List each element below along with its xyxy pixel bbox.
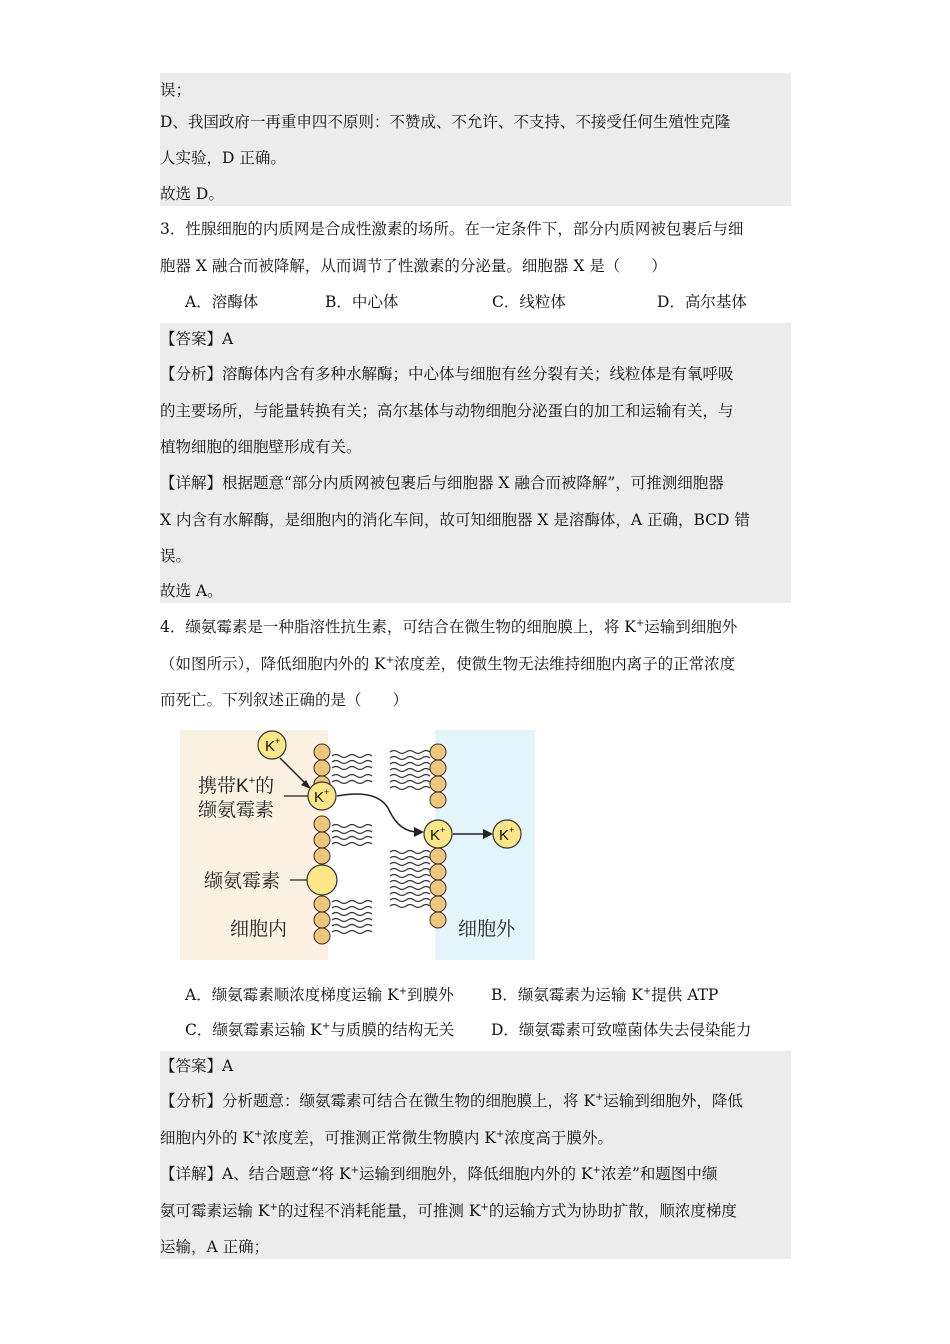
q3-detail-text-1: 根据题意“部分内质网被包裹后与细胞器 X 融合而被降解”，可推测细胞器 [222, 474, 724, 492]
q4-options-row-1 [160, 977, 791, 1013]
ion-sup: + [440, 825, 446, 835]
q3-answer [160, 321, 791, 357]
ion-sup: + [248, 775, 256, 787]
q4-option-b [491, 977, 718, 1013]
k-ion-released-outside [493, 820, 521, 848]
ion-sup: + [509, 825, 515, 835]
prev-solution-line-2: D、我国政府一再重申四不原则：不赞成、不允许、不支持、不接受任何生殖性克隆 [160, 113, 731, 131]
q4-detail-line-3: 运输，A 正确； [160, 1238, 270, 1256]
ion-label: K [265, 738, 276, 755]
q4-option-a [185, 977, 454, 1013]
q4-stem-line-3: 而死亡。下列叙述正确的是（ ） [160, 691, 409, 709]
q3-detail-line-3: 误。 [160, 547, 192, 565]
sup-plus: + [269, 1202, 278, 1213]
q4-answer-tag: 【答案】 [160, 1057, 223, 1075]
q3-option-a: A．溶酶体 [185, 293, 259, 311]
q3-option-b: B．中心体 [325, 293, 399, 311]
q4-detail-2b: 的过程不消耗能量，可推测 K [277, 1202, 481, 1220]
q4-options-row-2 [160, 1012, 791, 1048]
q3-option-c: C．线粒体 [492, 293, 566, 311]
q4-detail-line-1 [160, 1156, 791, 1192]
sup-plus: + [321, 1021, 331, 1032]
ion-label: K [430, 827, 441, 844]
q3-analysis-text-1: 溶酶体内含有多种水解酶；中心体与细胞有丝分裂有关；线粒体是有氧呼吸 [222, 365, 734, 383]
sup-plus: + [254, 1129, 263, 1140]
ion-label: K [499, 827, 510, 844]
q4-option-c-text-2: 与质膜的结构无关 [330, 1021, 455, 1039]
label-carrier [198, 775, 274, 797]
q3-option-d: D．高尔基体 [657, 293, 747, 311]
q3-stem-line-1: 3．性腺细胞的内质网是合成性激素的场所。在一定条件下，部分内质网被包裹后与细 [160, 220, 744, 238]
arrow-head [414, 827, 424, 837]
valinomycin-molecule [307, 865, 337, 895]
q4-stem-1b: 运输到细胞外 [644, 618, 738, 636]
q3-conclusion: 故选 A。 [160, 582, 223, 600]
lipid-tails [332, 751, 430, 934]
q4-analysis-tag: 【分析】 [160, 1092, 223, 1110]
sup-plus: + [595, 1092, 604, 1103]
q4-option-c-text: C．缬氨霉素运输 K [185, 1021, 322, 1039]
q4-stem-2a: （如图所示），降低细胞内外的 K [160, 655, 386, 673]
q3-answer-tag: 【答案】 [160, 330, 223, 348]
q4-analysis-2c: 浓度高于膜外。 [504, 1129, 613, 1147]
sup-plus: + [480, 1202, 489, 1213]
q4-stem-2b: 浓度差，使微生物无法维持细胞内离子的正常浓度 [394, 655, 736, 673]
q4-detail-tag: 【详解】 [160, 1165, 223, 1183]
q4-answer-value: A [222, 1057, 234, 1075]
q4-option-b-text-2: 提供 ATP [651, 986, 719, 1004]
q4-analysis-2a: 细胞内外的 K [160, 1129, 255, 1147]
q4-analysis-1a: 分析题意：缬氨霉素可结合在微生物的细胞膜上，将 K [222, 1092, 596, 1110]
q3-analysis-line-1 [160, 356, 791, 392]
k-ion-outer-carrier [424, 820, 452, 848]
ion-sup: + [324, 787, 330, 797]
valinomycin-membrane-figure [180, 730, 535, 960]
inner-leaflet-heads [314, 744, 330, 944]
label-valinomycin: 缬氨霉素 [204, 871, 281, 892]
q4-answer [160, 1048, 791, 1084]
q4-detail-2c: 的运输方式为协助扩散，顺浓度梯度 [488, 1202, 737, 1220]
sup-plus: + [495, 1129, 505, 1140]
arrow-across-membrane [337, 794, 418, 832]
q4-stem-1a: 4．缬氨霉素是一种脂溶性抗生素，可结合在微生物的细胞膜上，将 K [160, 618, 636, 636]
q3-detail-tag: 【详解】 [160, 474, 223, 492]
q4-detail-2a: 氨可霉素运输 K [160, 1202, 270, 1220]
k-ion-free-inside [258, 731, 286, 759]
q4-detail-line-2 [160, 1193, 791, 1229]
sup-plus: + [398, 986, 408, 997]
label-carrier-1: 携带K [198, 776, 249, 797]
q4-analysis-2b: 浓度差，可推测正常微生物膜内 K [262, 1129, 496, 1147]
sup-plus: + [642, 986, 652, 997]
q4-option-b-text: B．缬氨霉素为运输 K [491, 986, 643, 1004]
sup-plus: + [385, 655, 395, 666]
label-outside: 细胞外 [458, 919, 516, 940]
prev-solution-line-3: 人实验，D 正确。 [160, 149, 286, 167]
label-carrier-2: 的 [255, 776, 275, 797]
q4-analysis-line-1 [160, 1083, 791, 1119]
q4-option-a-text-2: 到膜外 [407, 986, 454, 1004]
q4-option-c [185, 1012, 454, 1048]
sup-plus: + [592, 1165, 601, 1176]
q4-detail-1b: 运输到细胞外，降低细胞内外的 K [359, 1165, 593, 1183]
q4-analysis-line-2 [160, 1120, 791, 1156]
q3-analysis-line-2: 的主要场所，与能量转换有关；高尔基体与动物细胞分泌蛋白的加工和运输有关，与 [160, 402, 734, 420]
q3-options [160, 284, 791, 320]
prev-conclusion: 故选 D。 [160, 185, 224, 203]
prev-solution-line-1: 误； [160, 81, 192, 99]
q4-stem-line-1 [160, 609, 791, 645]
q4-option-d: D．缬氨霉素可致噬菌体失去侵染能力 [491, 1021, 752, 1039]
sup-plus: + [635, 618, 645, 629]
ion-sup: + [275, 736, 281, 746]
q4-detail-1a: A、结合题意“将 K [222, 1165, 351, 1183]
q3-stem-line-2: 胞器 X 融合而被降解，从而调节了性激素的分泌量。细胞器 X 是（ ） [160, 257, 667, 275]
label-inside: 细胞内 [230, 919, 288, 940]
q3-detail-line-1 [160, 465, 791, 501]
q3-analysis-tag: 【分析】 [160, 365, 223, 383]
label-carrier-valinomycin: 缬氨霉素 [198, 800, 275, 821]
q4-detail-1c: 浓差”和题图中缬 [600, 1165, 718, 1183]
q4-stem-line-2 [160, 646, 791, 682]
ion-label: K [314, 789, 325, 806]
k-ion-carrier [308, 782, 336, 810]
sup-plus: + [350, 1165, 360, 1176]
q4-option-a-text: A．缬氨霉素顺浓度梯度运输 K [185, 986, 399, 1004]
q3-detail-line-2: X 内含有水解酶，是细胞内的消化车间，故可知细胞器 X 是溶酶体，A 正确，BCD 错 [160, 511, 750, 529]
q3-analysis-line-3: 植物细胞的细胞壁形成有关。 [160, 438, 362, 456]
q4-analysis-1b: 运输到细胞外，降低 [603, 1092, 743, 1110]
q3-answer-value: A [222, 330, 234, 348]
